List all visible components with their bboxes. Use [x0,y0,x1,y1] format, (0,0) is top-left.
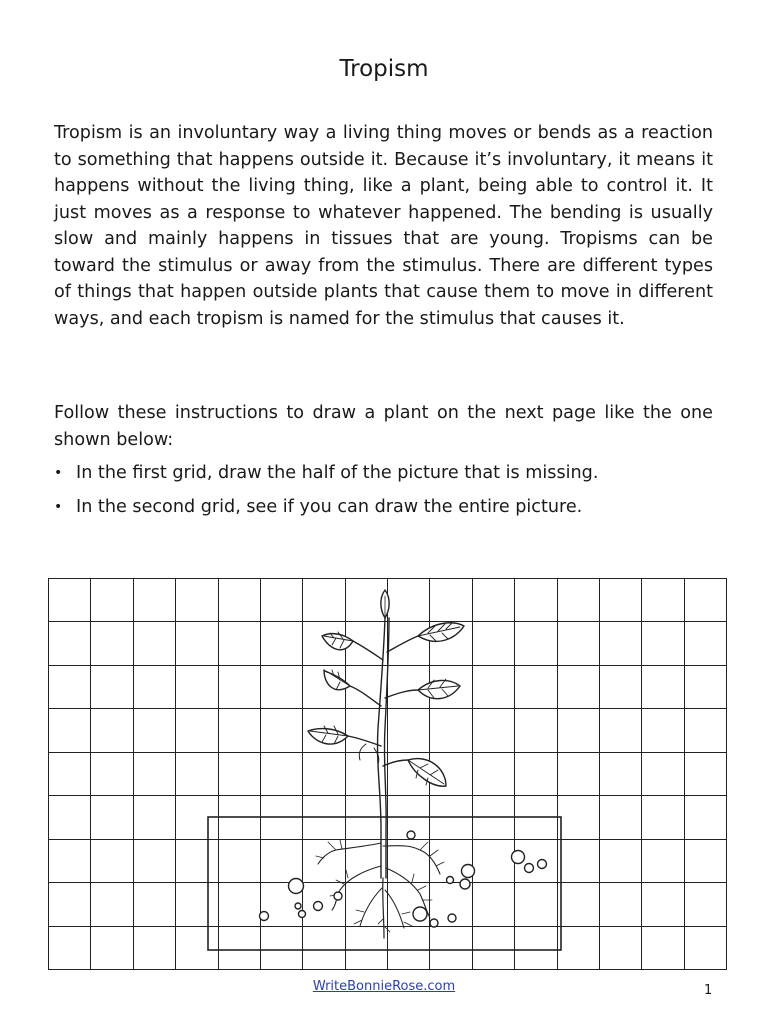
page-number: 1 [704,983,713,998]
bullet-icon: • [54,499,63,515]
instruction-text: In the second grid, see if you can draw the entire picture. [76,497,583,517]
roots [383,878,384,938]
instruction-text: In the first grid, draw the half of the picture that is missing. [76,463,599,483]
plant-grid-figure [48,578,727,970]
page-title: Tropism [339,56,429,82]
leaf [418,623,464,642]
leaf [308,729,348,744]
instruction-item-1 [54,460,713,494]
bullet-icon: • [54,465,63,481]
intro-paragraph: Tropism is an involuntary way a living thing moves or bends as a reaction to something that happens outside it. Because it’s involuntary, it means it happens without the living thing, like a plant, being able to control it. It just moves as a response to whatever happened. The bending is usually slow and mainly happens in tissues that are young. Tropisms can be toward the stimulus or away from the stimulus. There are different types of things that happen outside plants that cause them to move in different ways, and each tropism is named for the stimulus that causes it. [54,123,713,329]
instruction-list [54,460,713,528]
instructions-paragraph: Follow these instructions to draw a plant on the next page like the one shown below: [54,403,713,450]
leaf [324,670,350,690]
instruction-item-2 [54,494,713,528]
drawing-grid [48,578,727,970]
footer-website-link[interactable]: WriteBonnieRose.com [312,979,456,994]
